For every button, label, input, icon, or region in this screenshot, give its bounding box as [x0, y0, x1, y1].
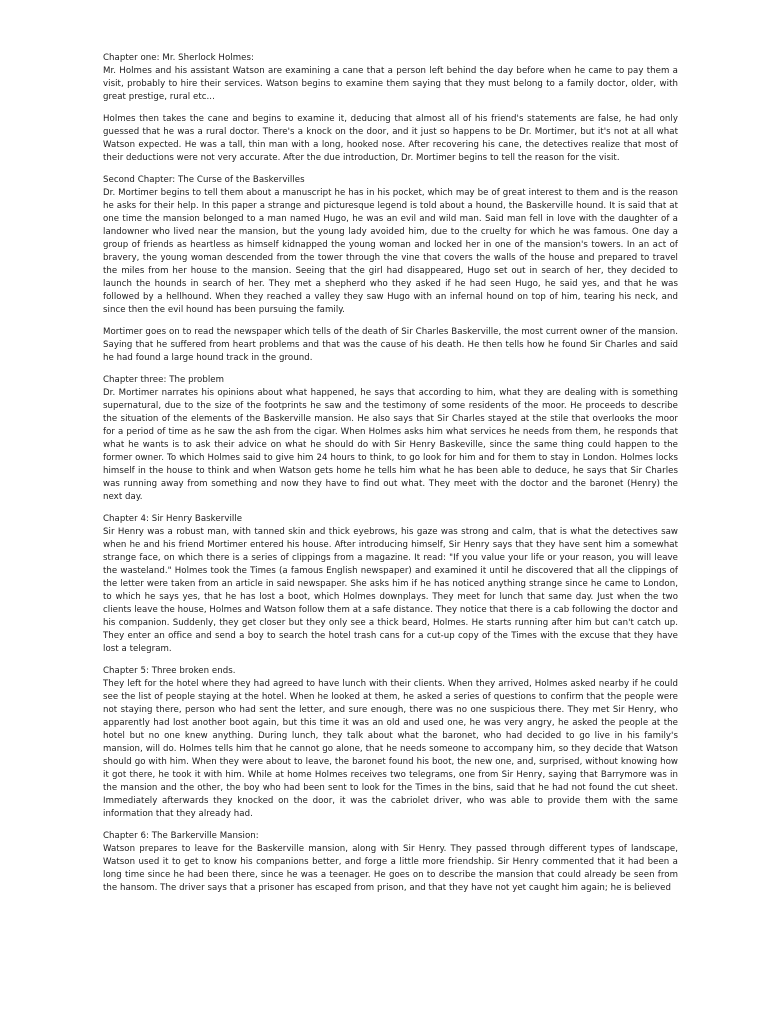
paragraph: Watson prepares to leave for the Baskerville mansion, along with Sir Henry. They passed through different types of landscape, Watson used it to get to know his companions better, and forge a little more friendship. Sir Henry commented that it had been a long time since he had been there, since he was a teenager. He goes on to describe the mansion that could already be seen from the hansom. The driver says that a prisoner has escaped from prison, and that they have not yet caught him again; he is believed [103, 844, 678, 893]
chapter-1-section [103, 52, 678, 165]
paragraph: Sir Henry was a robust man, with tanned skin and thick eyebrows, his gaze was strong and calm, that is what the detectives saw when he and his friend Mortimer entered his house. After introducing himself, Sir Henry says that they have sent him a somewhat strange face, on which there is a series of clippings from a magazine. It read: "If you value your life or your reason, you will leave the wasteland." Holmes took the Times (a famous English newspaper) and examined it until he discovered that all the clippings of the letter were taken from an article in said newspaper. She asks him if he has noticed anything strange since he came to London, to which he says yes, that he has lost a boot, which Holmes downplays. They meet for lunch that same day. Just when the two clients leave the house, Holmes and Watson follow them at a safe distance. They notice that there is a cab following the doctor and his companion. Suddenly, they get closer but they only see a thick beard, Holmes. He starts running after him but can't catch up. They enter an office and send a boy to search the hotel trash cans for a cut-up copy of the Times with the excuse that they have lost a telegram. [103, 527, 678, 654]
paragraph: They left for the hotel where they had agreed to have lunch with their clients. When they arrived, Holmes asked nearby if he could see the list of people staying at the hotel. When he looked at them, he asked a series of questions to confirm that the people were not staying there, person who had sent the letter, and sure enough, there was no one suspicious there. They met Sir Henry, who apparently had lost another boot again, but this time it was an old and used one, he was very angry, he asked the people at the hotel but no one knew anything. During lunch, they talk about what the baronet, who had decided to go live in his family's mansion, will do. Holmes tells him that he cannot go alone, that he needs someone to accompany him, so they decide that Watson should go with him. When they were about to leave, the baronet found his boot, the new one, and, surprised, without knowing how it got there, he took it with him. While at home Holmes receives two telegrams, one from Sir Henry, saying that Barrymore was in the mansion and the other, the boy who had been sent to look for the Times in the bins, said that he had not found the cut sheet. Immediately afterwards they knocked on the door, it was the cabriolet driver, who was able to provide them with the same information that they already had. [103, 679, 678, 819]
chapter-heading: Chapter 6: The Barkerville Mansion: [103, 831, 259, 841]
chapter-heading: Chapter 4: Sir Henry Baskerville [103, 514, 243, 524]
chapter-heading: Chapter one: Mr. Sherlock Holmes: [103, 53, 254, 63]
chapter-4-section [103, 513, 678, 656]
chapter-heading: Chapter three: The problem [103, 375, 225, 385]
chapter-3-section [103, 374, 678, 504]
chapter-6-section [103, 830, 678, 895]
chapter-heading: Second Chapter: The Curse of the Baskervilles [103, 175, 305, 185]
paragraph: Mortimer goes on to read the newspaper which tells of the death of Sir Charles Baskerville, the most current owner of the mansion. Saying that he suffered from heart problems and that was the cause of his death. He then tells how he found Sir Charles and said he had found a large hound track in the ground. [103, 327, 678, 363]
chapter-5-section [103, 665, 678, 821]
paragraph: Dr. Mortimer narrates his opinions about what happened, he says that according to him, what they are dealing with is something supernatural, due to the size of the footprints he saw and the testimony of some residents of the moor. He proceeds to describe the situation of the elements of the Baskerville mansion. He also says that Sir Charles stayed at the stile that overlooks the moor for a period of time as he saw the ash from the cigar. When Holmes asks him what services he needs from them, he responds that what he wants is to ask their advice on what he should do with Sir Henry Baskeville, since the same thing could happen to the former owner. To which Holmes said to give him 24 hours to think, to go look for him and for them to stay in London. Holmes locks himself in the house to think and when Watson gets home he tells him what he has been able to deduce, he says that Sir Charles was running away from something and now they have to find out what. They meet with the doctor and the baronet (Henry) the next day. [103, 388, 678, 502]
paragraph: Dr. Mortimer begins to tell them about a manuscript he has in his pocket, which may be of great interest to them and is the reason he asks for their help. In this paper a strange and picturesque legend is told about a hound, the Baskerville hound. It is said that at one time the mansion belonged to a man named Hugo, he was an evil and wild man. Said man fell in love with the daughter of a landowner who lived near the mansion, but the young lady avoided him, due to the cruelty for which he was famous. One day a group of friends as heartless as himself kidnapped the young woman and locked her in one of the mansion's towers. In an act of bravery, the young woman descended from the tower through the vine that covers the walls of the house and prepared to travel the miles from her house to the mansion. Seeing that the girl had disappeared, Hugo set out in search of her, they decided to launch the hounds in search of her. They met a shepherd who they asked if he had seen Hugo, he said yes, and that he was followed by a hellhound. When they reached a valley they saw Hugo with an infernal hound on top of him, tearing his neck, and since then the evil hound has been pursuing the family. [103, 188, 678, 315]
chapter-2-section [103, 174, 678, 365]
paragraph: Mr. Holmes and his assistant Watson are examining a cane that a person left behind the day before when he came to pay them a visit, probably to hire their services. Watson begins to examine them saying that they must belong to a family doctor, older, with great prestige, rural etc... [103, 66, 678, 102]
chapter-heading: Chapter 5: Three broken ends. [103, 666, 236, 676]
paragraph: Holmes then takes the cane and begins to examine it, deducing that almost all of his friend's statements are false, he had only guessed that he was a rural doctor. There's a knock on the door, and it just so happens to be Dr. Mortimer, but it's not at all what Watson expected. He was a tall, thin man with a long, hooked nose. After recovering his cane, the detectives realize that most of their deductions were not very accurate. After the due introduction, Dr. Mortimer begins to tell the reason for the visit. [103, 114, 678, 163]
